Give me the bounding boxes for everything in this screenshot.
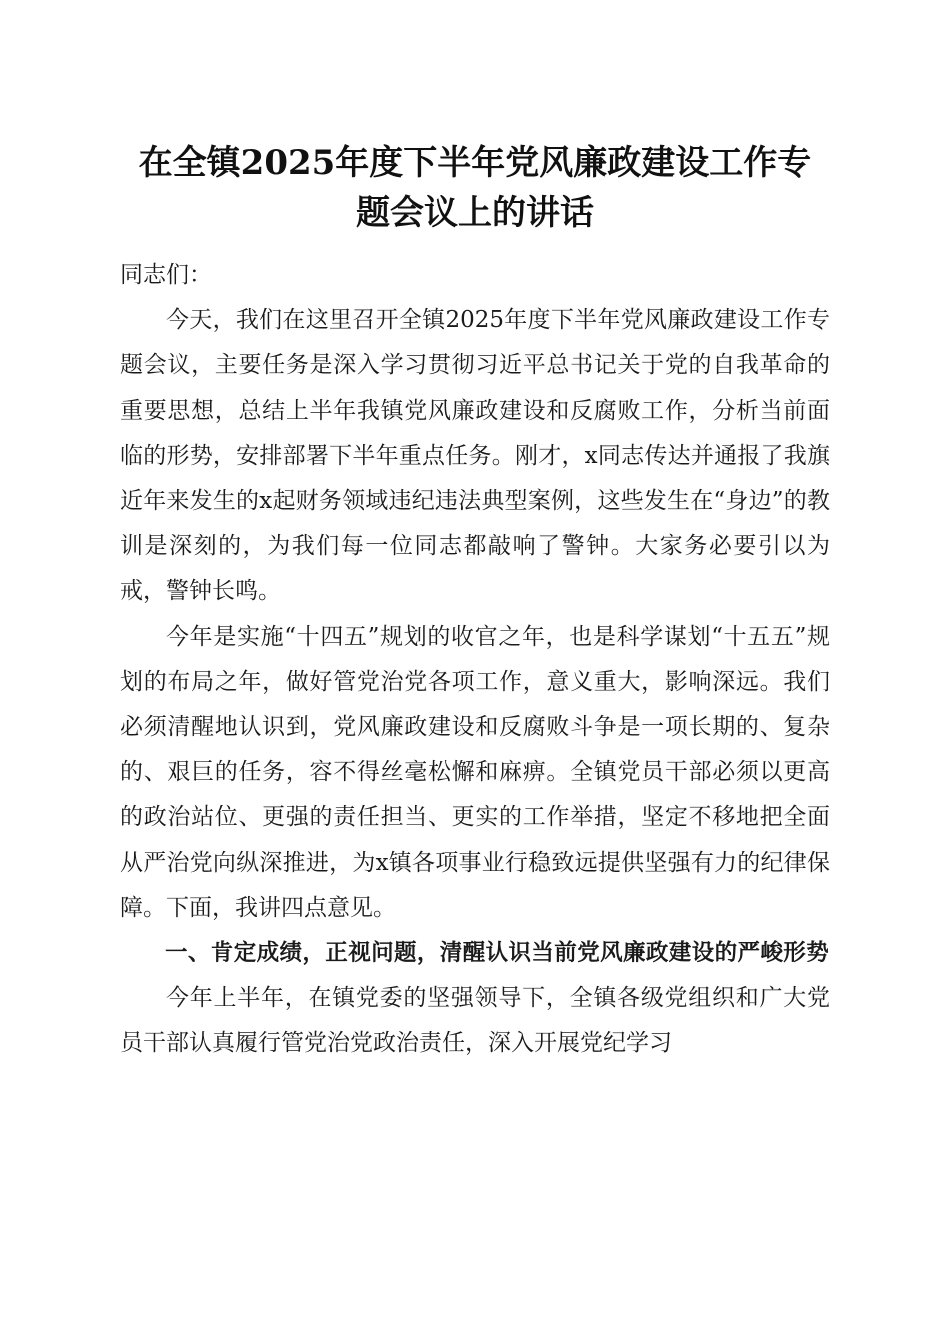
paragraph-context: 今年是实施“十四五”规划的收官之年，也是科学谋划“十五五”规划的布局之年，做好管党治党各项工作，意义重大，影响深远。我们必须清醒地认识到，党风廉政建设和反腐败斗争是一项长期的、复杂的、艰巨的任务，容不得丝毫松懈和麻痹。全镇党员干部必须以更高的政治站位、更强的责任担当、更实的工作举措，坚定不移地把全面从严治党向纵深推进，为x镇各项事业行稳致远提供坚强有力的纪律保障。下面，我讲四点意见。 xyxy=(120,623,830,921)
salutation: 同志们： xyxy=(120,262,212,288)
title-line-2: 题会议上的讲话 xyxy=(356,193,594,233)
document-title xyxy=(110,138,840,238)
section-heading: 一、肯定成绩，正视问题，清醒认识当前党风廉政建设的严峻形势 xyxy=(165,940,830,967)
title-line-1: 在全镇2025年度下半年党风廉政建设工作专 xyxy=(138,143,812,183)
paragraph-opening: 今天，我们在这里召开全镇2025年度下半年党风廉政建设工作专题会议，主要任务是深入学习贯彻习近平总书记关于党的自我革命的重要思想，总结上半年我镇党风廉政建设和反腐败工作，分析当前面临的形势，安排部署下半年重点任务。刚才，x同志传达并通报了我旗近年来发生的x起财务领域违纪违法典型案例，这些发生在“身边”的教训是深刻的，为我们每一位同志都敲响了警钟。大家务必要引以为戒，警钟长鸣。 xyxy=(120,307,830,605)
section-paragraph: 今年上半年，在镇党委的坚强领导下，全镇各级党组织和广大党员干部认真履行管党治党政治责任，深入开展党纪学习 xyxy=(120,985,830,1057)
document-body xyxy=(120,253,830,1067)
